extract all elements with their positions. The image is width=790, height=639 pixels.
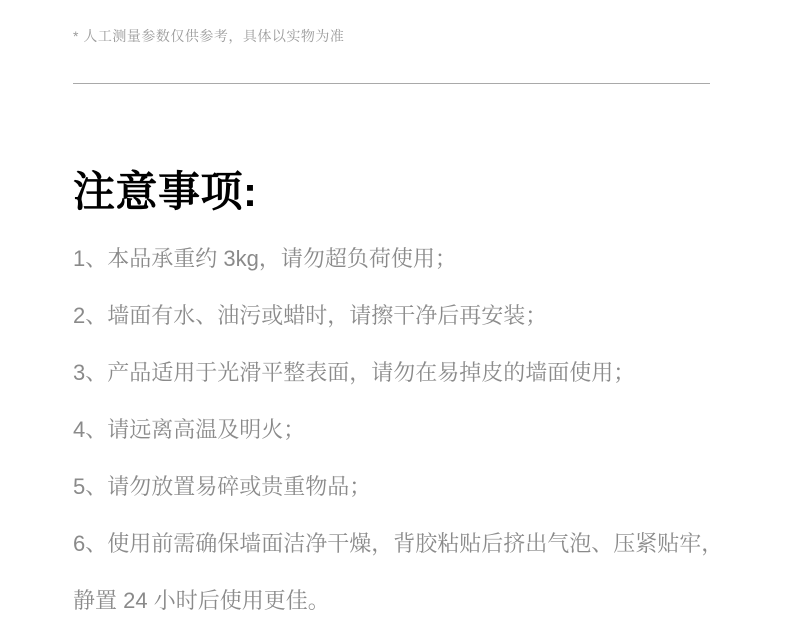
note-item: 6、使用前需确保墙面洁净干燥，背胶粘贴后挤出气泡、压紧贴牢， 静置 24 小时后使用更佳。 bbox=[73, 531, 724, 613]
precautions-heading: 注意事项: bbox=[73, 168, 258, 215]
note-item: 5、请勿放置易碎或贵重物品； bbox=[73, 474, 372, 499]
section-divider bbox=[73, 83, 710, 84]
note-item: 3、产品适用于光滑平整表面，请勿在易掉皮的墙面使用； bbox=[73, 360, 636, 385]
measurement-disclaimer: * 人工测量参数仅供参考，具体以实物为准 bbox=[73, 28, 345, 44]
note-item: 2、墙面有水、油污或蜡时，请擦干净后再安装； bbox=[73, 303, 548, 328]
note-item: 1、本品承重约 3kg，请勿超负荷使用； bbox=[73, 246, 457, 271]
precautions-list bbox=[73, 230, 773, 629]
note-item: 4、请远离高温及明火； bbox=[73, 417, 306, 442]
